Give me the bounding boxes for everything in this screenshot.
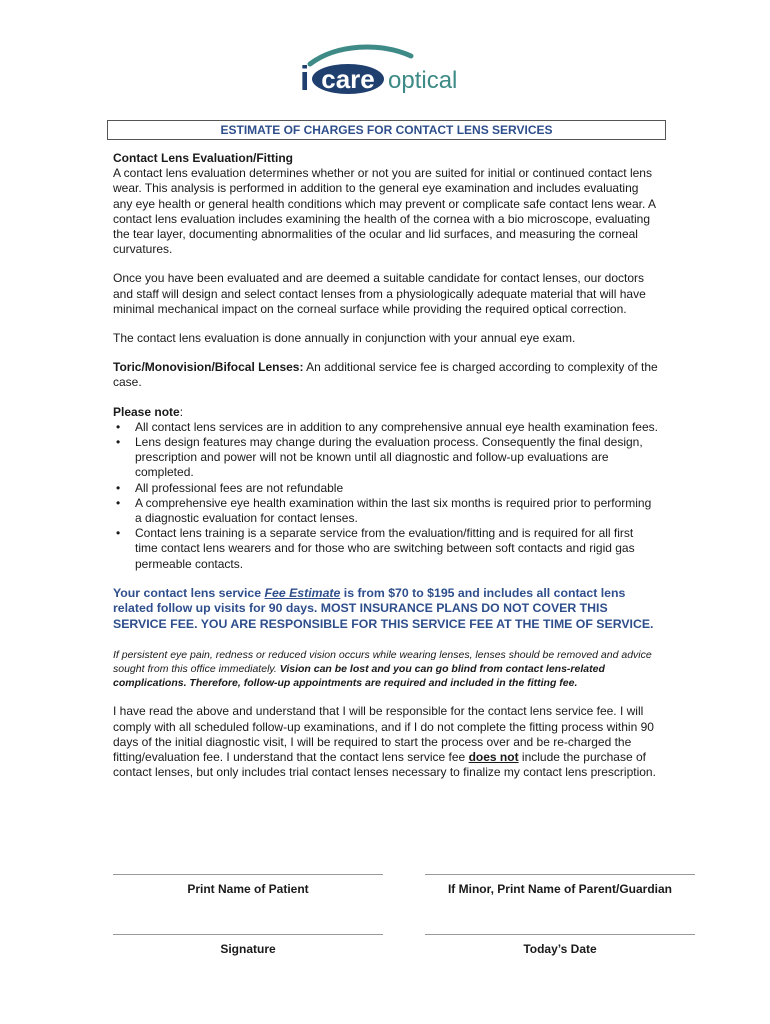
print-name-row <box>113 874 688 904</box>
warning-bold-text: Vision can be lost and you can go blind from contact lens-related complications. Therefore, follow-up appointments are required and included in the fitting fee. <box>113 663 605 690</box>
fee-estimate-paragraph <box>113 586 658 633</box>
icare-optical-logo <box>296 44 476 104</box>
signature-field[interactable] <box>113 934 383 956</box>
guardian-name-label: If Minor, Print Name of Parent/Guardian <box>447 882 673 896</box>
evaluation-section <box>113 151 658 257</box>
agreement-paragraph <box>113 704 658 780</box>
notes-colon: : <box>179 404 184 419</box>
document-title: ESTIMATE OF CHARGES FOR CONTACT LENS SERVICES <box>107 120 666 140</box>
evaluation-paragraph-2: Once you have been evaluated and are deemed a suitable candidate for contact lenses, our doctors and staff will design and select contact lenses from a physiologically adequate material that will have minimal mechanical impact on the corneal surface while providing the required optical correction. <box>113 271 646 316</box>
list-item: • Lens design features may change during the evaluation process. Consequently the final design, prescription and power will not be known until all diagnostic and follow-up evaluations are completed. <box>113 435 658 481</box>
patient-name-field[interactable] <box>113 874 383 896</box>
signature-label: Signature <box>220 942 276 956</box>
evaluation-paragraph-3: The contact lens evaluation is done annually in conjunction with your annual eye exam. <box>113 331 576 346</box>
brand-care: care <box>321 64 375 94</box>
notes-list <box>113 420 658 572</box>
patient-name-line[interactable] <box>113 874 383 876</box>
toric-section <box>113 360 658 390</box>
fee-text-1: Your contact lens service <box>113 585 265 600</box>
signature-line[interactable] <box>113 934 383 936</box>
patient-name-label: Print Name of Patient <box>187 882 309 896</box>
brand-optical: optical <box>388 67 458 94</box>
warning-paragraph <box>113 648 658 690</box>
signature-row <box>113 934 688 964</box>
evaluation-heading: Contact Lens Evaluation/Fitting <box>113 151 294 165</box>
date-line[interactable] <box>425 934 695 936</box>
document-body <box>113 151 658 794</box>
evaluation-paragraph-1: A contact lens evaluation determines whether or not you are suited for initial or continued contact lens wear. This analysis is performed in addition to the general eye examination and includes evaluating any eye health or general health conditions which may prevent or complicate safe contact lens wear. A contact lens evaluation includes examining the health of the cornea with a bio microscope, evaluating the tear layer, documenting abnormalities of the ocular and lid surfaces, and measuring the corneal curvatures. <box>113 166 656 257</box>
toric-text: An additional service fee is charged according to complexity of the case. <box>113 360 658 390</box>
notes-heading-row <box>113 405 658 420</box>
guardian-name-field[interactable] <box>425 874 695 896</box>
agreement-emphasis: does not <box>468 749 519 764</box>
guardian-name-line[interactable] <box>425 874 695 876</box>
agreement-text-2: include the purchase of contact lenses, but only includes trial contact lenses necessary to finalize my contact lens prescription. <box>113 749 656 780</box>
fee-text-2: is from $70 to $195 and includes all contact lens related follow up visits for 90 days. MOST INSURANCE PLANS DO NOT COVER THIS SERVICE FEE. YOU ARE RESPONSIBLE FOR THIS SERVICE FEE AT THE TIME OF SERVICE. <box>113 585 654 631</box>
list-item: • Contact lens training is a separate service from the evaluation/fitting and is required for all first time contact lens wearers and for those who are switching between soft contacts and rigid gas permeable contacts. <box>113 526 658 572</box>
brand-i: i <box>300 60 310 98</box>
list-item: • All professional fees are not refundable <box>113 481 658 496</box>
notes-heading: Please note <box>113 404 180 419</box>
list-item: • All contact lens services are in addition to any comprehensive annual eye health examination fees. <box>113 420 658 435</box>
toric-label: Toric/Monovision/Bifocal Lenses: <box>113 360 304 375</box>
date-field[interactable] <box>425 934 695 956</box>
warning-text: If persistent eye pain, redness or reduced vision occurs while wearing lenses, lenses should be removed and advice sought from this office immediately. <box>113 649 652 676</box>
fee-estimate-link[interactable]: Fee Estimate <box>264 585 341 600</box>
list-item: • A comprehensive eye health examination within the last six months is required prior to performing a diagnostic evaluation for contact lenses. <box>113 496 658 526</box>
date-label: Today’s Date <box>523 942 597 956</box>
agreement-text-1: I have read the above and understand that I will be responsible for the contact lens service fee. I will comply with all scheduled follow-up examinations, and if I do not complete the fitting process within 90 days of the initial diagnostic visit, I will be required to start the process over and be re-charged the fitting/evaluation fee. I understand that the contact lens service fee <box>113 704 654 764</box>
